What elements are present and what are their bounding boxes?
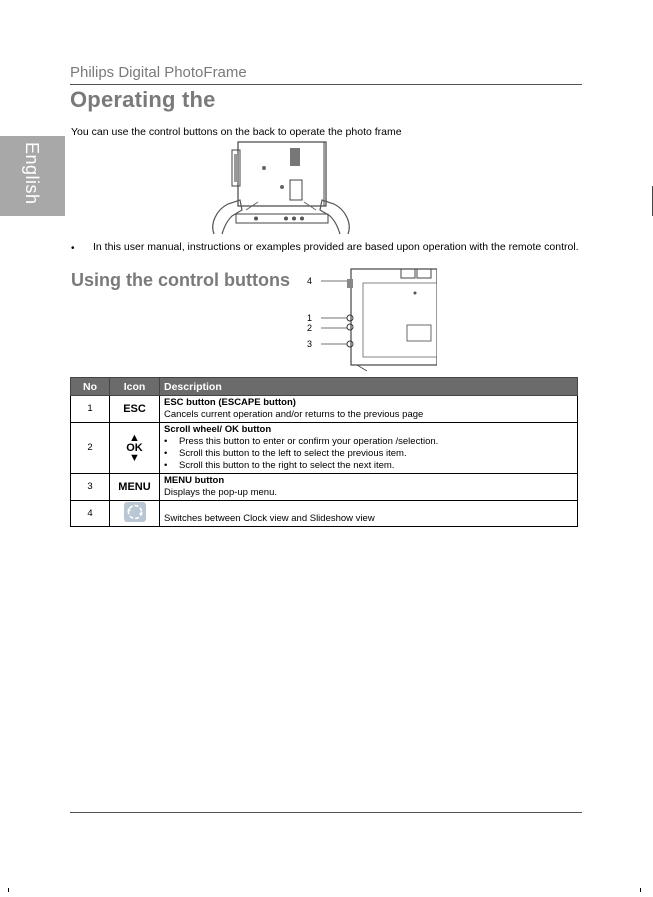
table-row	[71, 396, 578, 423]
row-number: 1	[71, 396, 110, 423]
clock-slideshow-toggle-icon	[110, 501, 160, 527]
esc-icon: ESC	[110, 396, 160, 423]
language-side-tab	[0, 136, 65, 216]
top-divider	[70, 84, 582, 85]
language-tab-label: English	[22, 142, 42, 205]
row-description	[160, 423, 578, 474]
row-bullet: • Press this button to enter or confirm your operation /selection.	[164, 436, 439, 447]
row-bullet-text: Scroll this button to the left to select the previous item.	[179, 448, 407, 459]
diagram-label-4: 4	[307, 276, 313, 286]
arrow-down-icon: ▼	[129, 451, 140, 464]
column-header-icon: Icon	[110, 378, 160, 396]
crop-mark	[8, 888, 9, 892]
column-header-no: No	[71, 378, 110, 396]
row-title: MENU button	[164, 475, 225, 486]
row-bullet-text: Scroll this button to the right to select the next item.	[179, 460, 395, 471]
control-buttons-diagram	[307, 265, 437, 373]
row-bullet: • Scroll this button to the right to select the next item.	[164, 460, 395, 471]
row-description	[160, 396, 578, 423]
crop-mark	[640, 888, 641, 892]
row-number: 3	[71, 474, 110, 501]
row-text: Displays the pop-up menu.	[164, 487, 278, 498]
ok-scroll-icon	[110, 423, 160, 474]
document-title: Philips Digital PhotoFrame	[70, 64, 247, 81]
row-number: 4	[71, 501, 110, 527]
row-title: Scroll wheel/ OK button	[164, 424, 272, 435]
table-header-row	[71, 378, 578, 396]
bottom-divider	[70, 812, 582, 813]
intro-text: You can use the control buttons on the back to operate the photo frame	[71, 126, 402, 138]
row-text: Cancels current operation and/or returns to the previous page	[164, 409, 424, 420]
row-text: Switches between Clock view and Slideshow view	[164, 513, 375, 524]
row-bullet: • Scroll this button to the left to select the previous item.	[164, 448, 407, 459]
diagram-label-2: 2	[307, 323, 313, 333]
row-number: 2	[71, 423, 110, 474]
arrow-up-icon: ▲	[129, 431, 140, 444]
clock-slideshow-toggle-icon-graphic	[124, 502, 146, 522]
ok-label: OK	[126, 441, 143, 454]
row-description	[160, 474, 578, 501]
table-row	[71, 501, 578, 527]
table-row	[71, 423, 578, 474]
diagram-label-3: 3	[307, 339, 313, 349]
section-title: Using the control buttons	[71, 270, 290, 290]
control-buttons-table	[70, 377, 578, 527]
row-title: ESC button (ESCAPE button)	[164, 397, 296, 408]
frame-back-hands-illustration	[206, 140, 356, 240]
page-heading: Operating the	[70, 87, 216, 112]
note-text: In this user manual, instructions or examples provided are based upon operation with the remote control.	[93, 241, 579, 253]
column-header-description: Description	[160, 378, 578, 396]
row-bullet-text: Press this button to enter or confirm your operation /selection.	[179, 436, 439, 447]
row-description	[160, 501, 578, 527]
note-bullet: •	[71, 243, 75, 254]
menu-icon: MENU	[110, 474, 160, 501]
diagram-label-1: 1	[307, 313, 313, 323]
table-row	[71, 474, 578, 501]
